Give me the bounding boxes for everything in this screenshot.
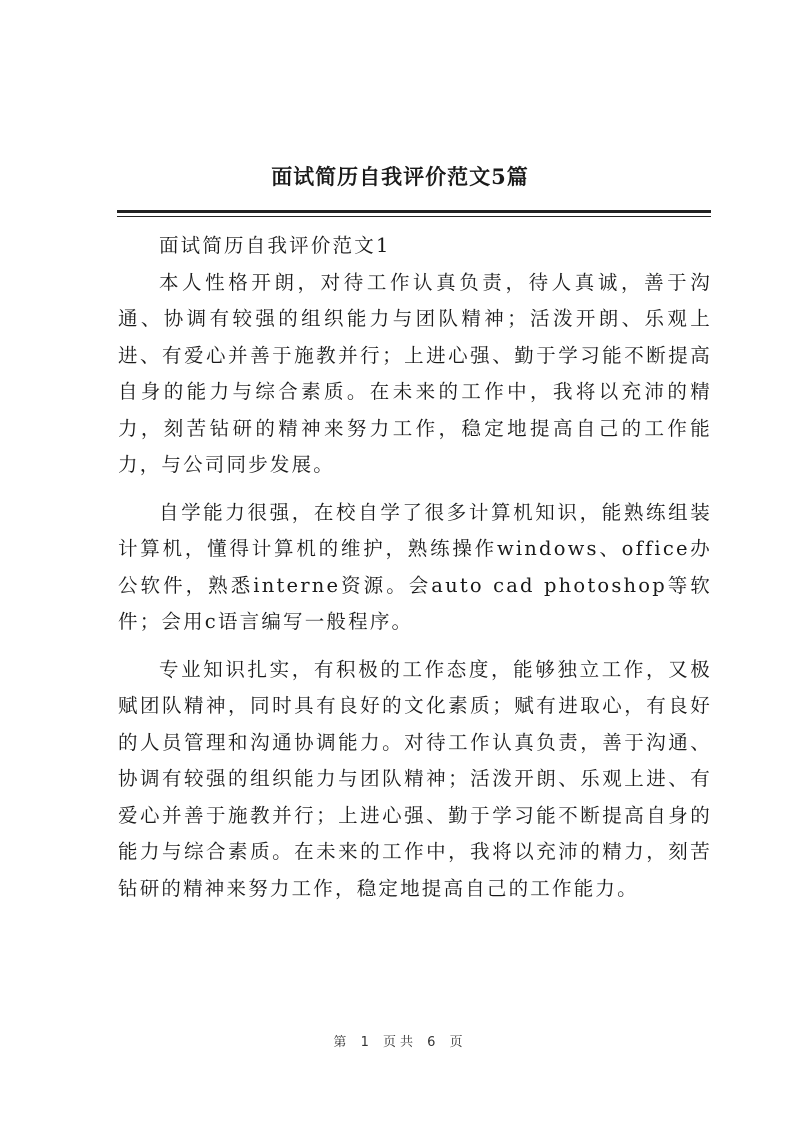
section-heading: 面试简历自我评价范文1	[158, 234, 391, 257]
footer-total-pages: 6	[427, 1035, 440, 1050]
document-body	[118, 228, 712, 918]
footer-middle: 页共	[382, 1035, 417, 1050]
paragraph-1: 本人性格开朗，对待工作认真负责，待人真诚，善于沟通、协调有较强的组织能力与团队精神；活泼开朗、乐观上进、有爱心并善于施教并行；上进心强、勤于学习能不断提高自身的能力与综合素质。在未来的工作中，我将以充沛的精力，刻苦钻研的精神来努力工作，稳定地提高自己的工作能力，与公司同步发展。	[118, 270, 712, 476]
title-rule-thick	[117, 210, 711, 213]
footer-current-page: 1	[360, 1035, 373, 1050]
document-title: 面试简历自我评价范文5篇	[271, 164, 529, 189]
paragraph-3: 专业知识扎实，有积极的工作态度，能够独立工作，又极赋团队精神，同时具有良好的文化素质；赋有进取心，有良好的人员管理和沟通协调能力。对待工作认真负责，善于沟通、协调有较强的组织能力与团队精神；活泼开朗、乐观上进、有爱心并善于施教并行；上进心强、勤于学习能不断提高自身的能力与综合素质。在未来的工作中，我将以充沛的精力，刻苦钻研的精神来努力工作，稳定地提高自己的工作能力。	[118, 657, 712, 900]
footer-prefix: 第	[333, 1035, 351, 1050]
page-footer	[0, 1031, 800, 1050]
paragraph-2: 自学能力很强，在校自学了很多计算机知识，能熟练组装计算机，懂得计算机的维护，熟练操作windows、office办公软件，熟悉interne资源。会auto cad photoshop等软件；会用c语言编写一般程序。	[118, 500, 712, 633]
title-rule-thin	[117, 216, 711, 217]
footer-suffix: 页	[449, 1035, 467, 1050]
